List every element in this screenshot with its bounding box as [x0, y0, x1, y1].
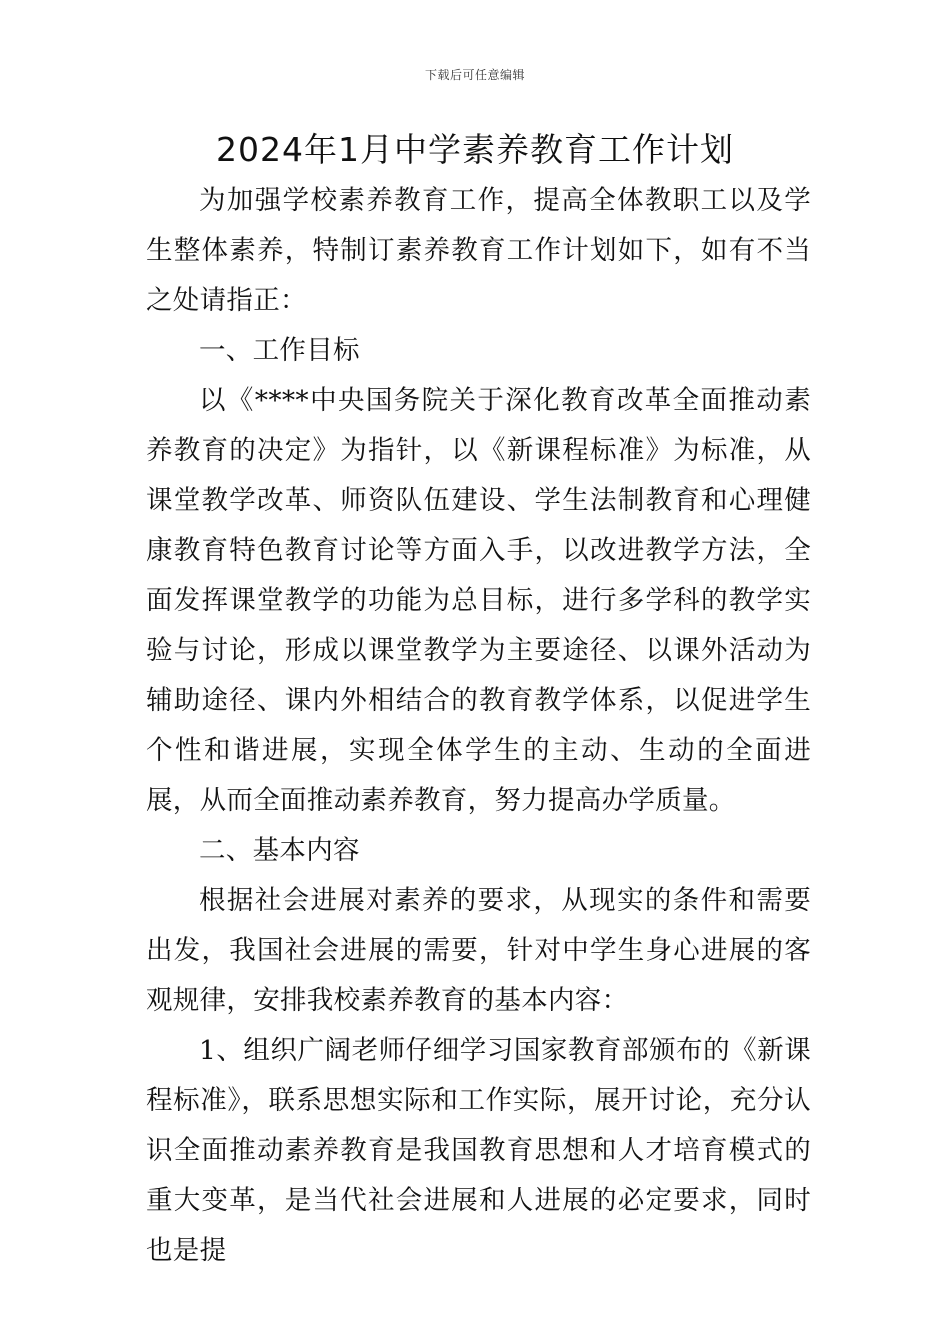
document-title: 2024年1月中学素养教育工作计划: [216, 130, 734, 169]
goals-paragraph: 以《****中央国务院关于深化教育改革全面推动素养教育的决定》为指针，以《新课程标准》为标准，从课堂教学改革、师资队伍建设、学生法制教育和心理健康教育特色教育讨论等方面入手，以改进教学方法，全面发挥课堂教学的功能为总目标，进行多学科的教学实验与讨论，形成以课堂教学为主要途径、以课外活动为辅助途径、课内外相结合的教育教学体系，以促进学生个性和谐进展，实现全体学生的主动、生动的全面进展，从而全面推动素养教育，努力提高办学质量。: [146, 385, 811, 816]
section-heading-goals: 一、工作目标: [199, 335, 360, 366]
content-item-1-paragraph: 1、组织广阔老师仔细学习国家教育部颁布的《新课程标准》，联系思想实际和工作实际，展开讨论，充分认识全面推动素养教育是我国教育思想和人才培育模式的重大变革，是当代社会进展和人进展的必定要求，同时也是提: [146, 1035, 811, 1266]
section-heading-content: 二、基本内容: [199, 835, 360, 866]
header-note: 下载后可任意编辑: [424, 68, 525, 82]
document-body: [146, 176, 811, 1276]
content-intro-paragraph: 根据社会进展对素养的要求，从现实的条件和需要出发，我国社会进展的需要，针对中学生身心进展的客观规律，安排我校素养教育的基本内容：: [146, 885, 811, 1016]
intro-paragraph: 为加强学校素养教育工作，提高全体教职工以及学生整体素养，特制订素养教育工作计划如下，如有不当之处请指正：: [146, 185, 811, 316]
